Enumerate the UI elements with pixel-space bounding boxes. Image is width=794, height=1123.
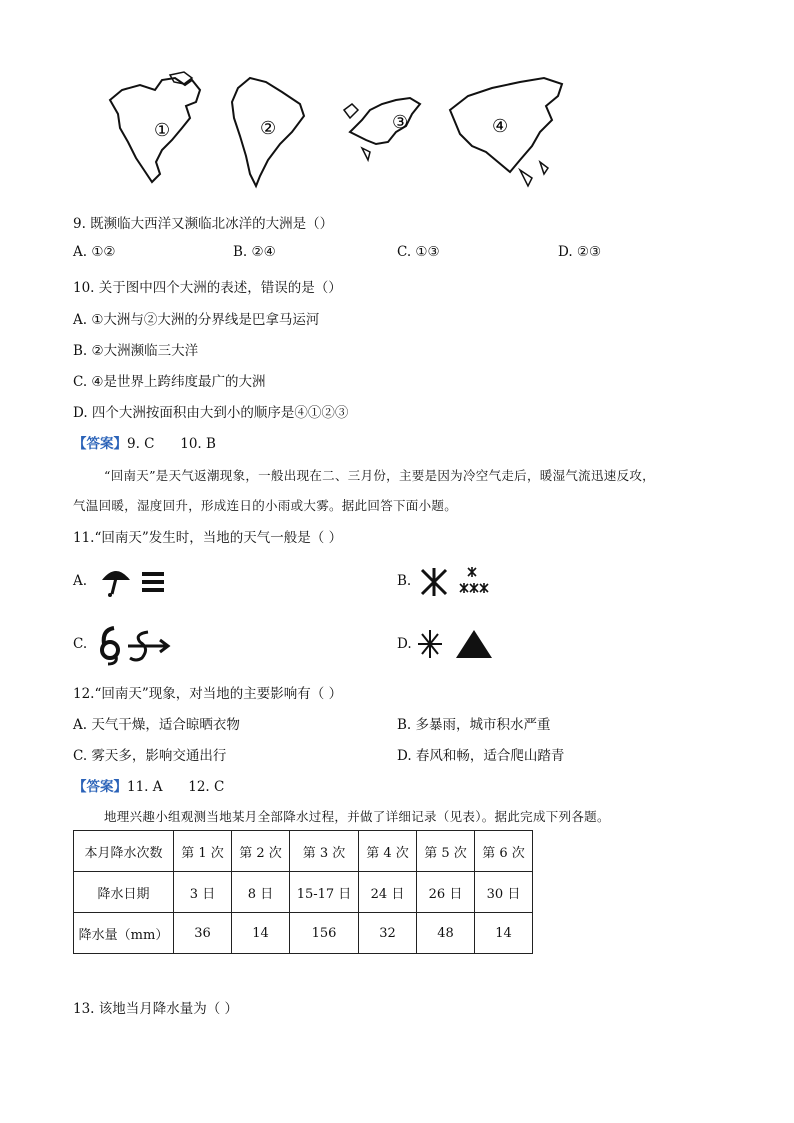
table-cell: 32 [359,913,417,954]
answer-1 [73,432,216,452]
table-cell: 3 日 [174,872,232,913]
map-label-1: ① [154,120,171,141]
table-header-cell: 本月降水次数 [74,831,174,872]
map-label-4: ④ [492,116,509,137]
table-header-cell: 第 5 次 [417,831,475,872]
q11-option-a-symbols[interactable] [100,564,170,600]
q9-option-d[interactable]: D. ②③ [558,244,602,260]
answer-2 [73,775,224,795]
table-cell: 14 [232,913,290,954]
table-cell: 30 日 [475,872,533,913]
q11-option-d-label[interactable]: D. [397,636,412,652]
europe-map [350,98,420,144]
table-row [74,913,533,954]
q13-stem: 13. 该地当月降水量为（ ） [73,1001,239,1017]
table-header-cell: 第 3 次 [290,831,359,872]
q9-stem: 9. 既濒临大西洋又濒临北冰洋的大洲是（） [73,216,334,232]
q11-option-c-symbols[interactable] [96,626,176,666]
map-label-2: ② [260,118,277,139]
table-cell: 26 日 [417,872,475,913]
answer-tag: 【答案】 [73,779,127,795]
q9-option-a[interactable]: A. ①② [73,244,116,260]
answer-text: 11. A 12. C [127,779,225,795]
table-header-cell: 第 2 次 [232,831,290,872]
q11-option-a-label[interactable]: A. [73,573,88,589]
answer-tag: 【答案】 [73,436,127,452]
q12-option-b[interactable]: B. 多暴雨，城市积水严重 [397,717,551,733]
fog-icon [142,572,164,592]
q9-option-b[interactable]: B. ②④ [233,244,276,260]
q11-option-c-label[interactable]: C. [73,636,88,652]
q10-stem: 10. 关于图中四个大洲的表述，错误的是（） [73,280,342,296]
snow-icon [422,568,446,596]
q12-stem: 12.“回南天”现象，对当地的主要影响有（ ） [73,686,343,702]
map-label-3: ③ [392,112,409,133]
table-cell: 14 [475,913,533,954]
q12-option-c[interactable]: C. 雾天多，影响交通出行 [73,748,227,764]
table-cell: 48 [417,913,475,954]
table-cell: 降水量（mm） [74,913,174,954]
q11-option-b-symbols[interactable] [418,564,498,600]
rain-umbrella-icon [102,571,130,597]
q11-option-d-symbols[interactable] [418,626,498,662]
q12-option-a[interactable]: A. 天气干燥，适合晾晒衣物 [73,717,240,733]
q12-option-d[interactable]: D. 春风和畅，适合爬山踏青 [397,748,565,764]
table-header-cell: 第 1 次 [174,831,232,872]
rainfall-table [73,830,533,954]
heavy-snow-icon [460,567,488,593]
continent-maps [100,70,570,195]
table-header-cell: 第 4 次 [359,831,417,872]
q10-option-d[interactable]: D. 四个大洲按面积由大到小的顺序是④①②③ [73,405,349,421]
q11-option-b-label[interactable]: B. [397,573,412,589]
q11-stem: 11.“回南天”发生时，当地的天气一般是（ ） [73,530,343,546]
q10-option-a[interactable]: A. ①大洲与②大洲的分界线是巴拿马运河 [73,312,320,328]
passage-1-line-2: 气温回暖，湿度回升，形成连日的小雨或大雾。据此回答下面小题。 [73,498,458,513]
table-header-cell: 第 6 次 [475,831,533,872]
table-cell: 15-17 日 [290,872,359,913]
table-cell: 36 [174,913,232,954]
hail-icon [456,630,492,658]
table-row [74,872,533,913]
table-cell: 24 日 [359,872,417,913]
table-row [74,831,533,872]
typhoon-icon [102,628,118,664]
answer-text: 9. C 10. B [127,436,216,452]
q10-option-c[interactable]: C. ④是世界上跨纬度最广的大洲 [73,374,266,390]
q10-option-b[interactable]: B. ②大洲濒临三大洋 [73,343,199,359]
sandstorm-icon [128,632,168,660]
frost-icon [418,630,442,658]
table-cell: 156 [290,913,359,954]
passage-1-line-1: “回南天”是天气返潮现象，一般出现在二、三月份，主要是因为冷空气走后，暖湿气流迅速反攻， [104,468,655,483]
q9-option-c[interactable]: C. ①③ [397,244,440,260]
table-cell: 8 日 [232,872,290,913]
passage-2-line-1: 地理兴趣小组观测当地某月全部降水过程，并做了详细记录（见表）。据此完成下列各题。 [104,809,610,824]
table-cell: 降水日期 [74,872,174,913]
